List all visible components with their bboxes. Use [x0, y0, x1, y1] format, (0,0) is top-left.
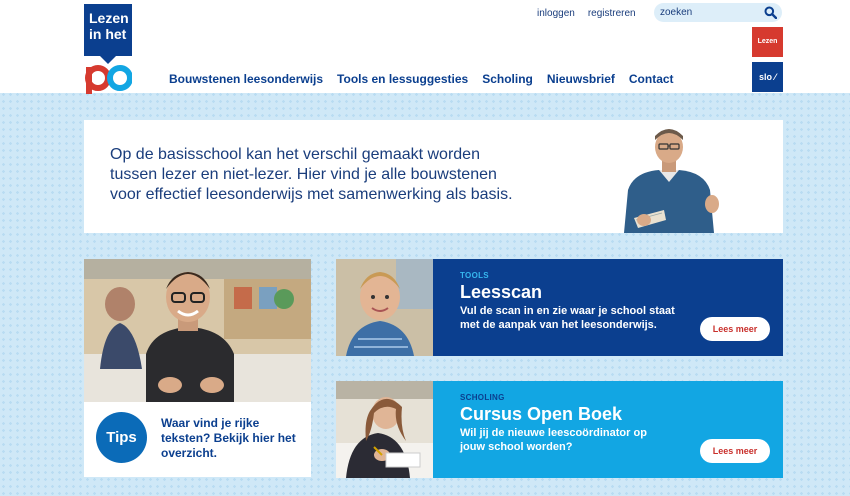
card-title[interactable]: Cursus Open Boek — [460, 404, 623, 424]
tips-text[interactable]: Waar vind je rijke teksten? Bekijk hier het overzicht. — [161, 416, 296, 460]
site-logo[interactable] — [84, 4, 132, 56]
logo-po — [84, 64, 132, 94]
nav-item-nieuwsbrief[interactable]: Nieuwsbrief — [546, 72, 615, 86]
login-link[interactable]: inloggen — [537, 8, 575, 19]
hero-intro — [110, 145, 580, 205]
site-header — [0, 0, 850, 93]
card-description: Vul de scan in en zie waar je school staat met de aanpak van het leesonderwijs. — [460, 305, 675, 331]
search-input[interactable] — [654, 7, 759, 18]
nav-item-tools[interactable]: Tools en lessuggesties — [337, 72, 469, 86]
card-leesscan[interactable] — [336, 259, 783, 356]
nav-item-bouwstenen[interactable]: Bouwstenen leesonderwijs — [169, 72, 324, 86]
teacher-photo — [604, 120, 734, 233]
partner-blue-label: slo ⁄ — [758, 72, 776, 82]
lees-meer-button[interactable]: Lees meer — [700, 439, 770, 463]
nav-item-scholing[interactable]: Scholing — [482, 72, 533, 86]
card-title[interactable]: Leesscan — [460, 282, 543, 302]
search-box — [654, 3, 782, 22]
card-kicker: SCHOLING — [460, 393, 505, 402]
student-photo — [84, 259, 311, 402]
partner-red-label: Lezen — [757, 38, 778, 45]
card-description: Wil jij de nieuwe leescoördinator op jouw school worden? — [460, 427, 647, 453]
search-icon[interactable] — [764, 6, 777, 19]
tips-card[interactable] — [84, 259, 311, 477]
boy-photo — [336, 259, 433, 356]
partner-logo-stichting-lezen[interactable] — [752, 27, 783, 57]
nav-item-contact[interactable]: Contact — [628, 72, 674, 86]
register-link[interactable]: registreren — [587, 8, 636, 19]
card-cursus-body — [433, 381, 783, 478]
hero-banner — [84, 120, 783, 233]
logo-badge — [84, 4, 132, 56]
top-links — [537, 8, 636, 19]
hero-line-3: voor effectief leesonderwijs met samenwerking als basis. — [110, 186, 513, 203]
tips-badge: Tips — [96, 412, 147, 463]
card-cursus-open-boek[interactable] — [336, 381, 783, 478]
card-kicker: TOOLS — [460, 271, 489, 280]
card-leesscan-body — [433, 259, 783, 356]
main-nav — [169, 72, 674, 86]
hero-line-2: tussen lezer en niet-lezer. Hier vind je alle bouwstenen — [110, 166, 497, 183]
girl-writing-photo — [336, 381, 433, 478]
lees-meer-button[interactable]: Lees meer — [700, 317, 770, 341]
logo-line-2: in het — [89, 26, 127, 42]
partner-logo-slo[interactable] — [752, 62, 783, 92]
hero-line-1: Op de basisschool kan het verschil gemaakt worden — [110, 146, 480, 163]
logo-line-1: Lezen — [89, 10, 129, 26]
